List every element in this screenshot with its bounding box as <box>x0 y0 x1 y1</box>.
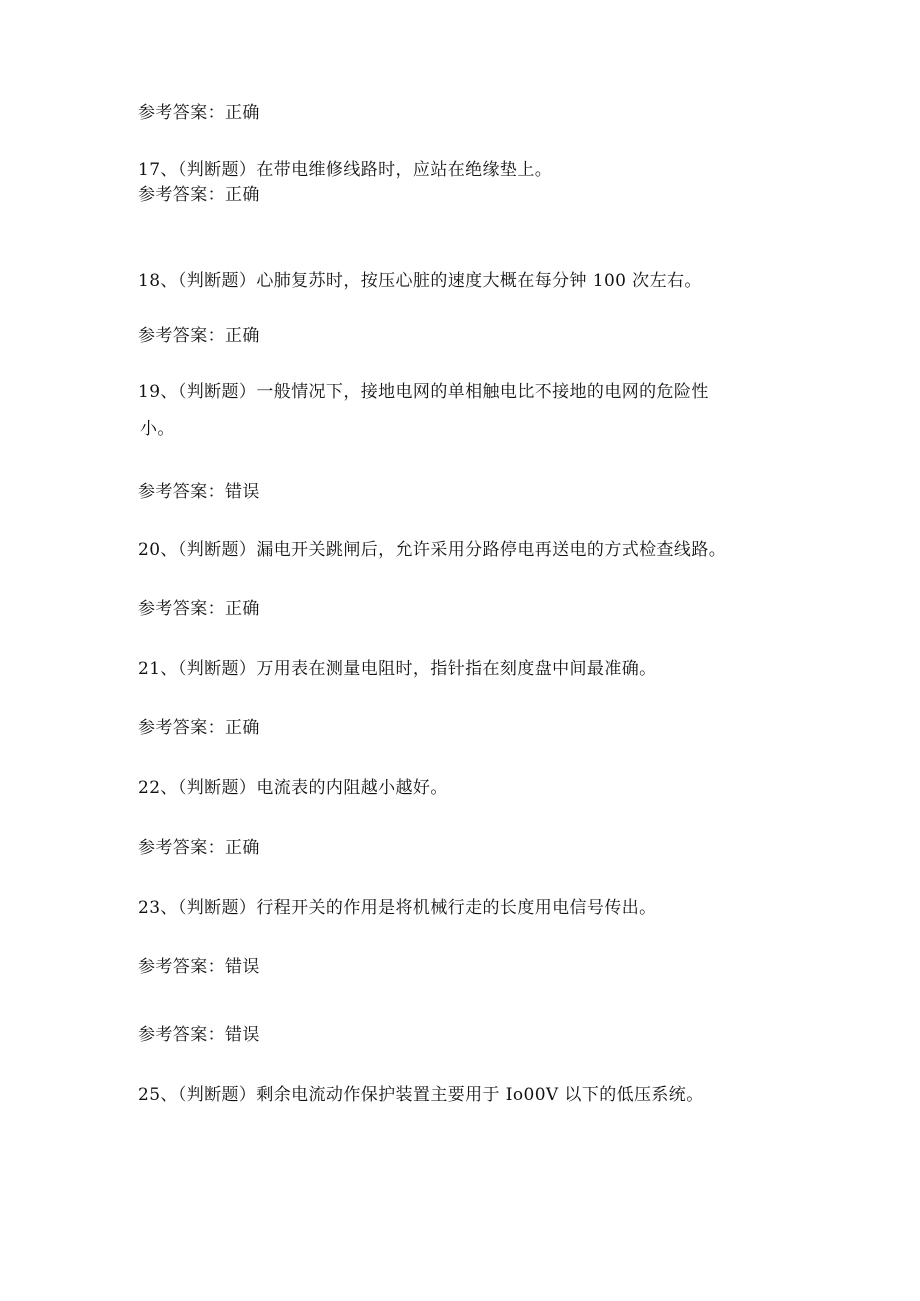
answer-line: 参考答案：正确 <box>138 838 260 858</box>
answer-line: 参考答案：正确 <box>138 326 260 346</box>
answer-line: 参考答案：正确 <box>138 103 260 123</box>
question-19-continuation: 小。 <box>140 419 175 439</box>
answer-line: 参考答案：错误 <box>138 957 260 977</box>
question-18: 18、（判断题）心肺复苏时，按压心脏的速度大概在每分钟 100 次左右。 <box>138 271 702 291</box>
question-25: 25、（判断题）剩余电流动作保护装置主要用于 Io00V 以下的低压系统。 <box>138 1085 704 1105</box>
question-23: 23、（判断题）行程开关的作用是将机械行走的长度用电信号传出。 <box>138 898 657 918</box>
question-19: 19、（判断题）一般情况下，接地电网的单相触电比不接地的电网的危险性 <box>138 382 709 402</box>
answer-line: 参考答案：正确 <box>138 185 260 205</box>
question-21: 21、（判断题）万用表在测量电阻时，指针指在刻度盘中间最准确。 <box>138 659 657 679</box>
answer-line: 参考答案：错误 <box>138 1025 260 1045</box>
answer-line: 参考答案：正确 <box>138 599 260 619</box>
question-17: 17、（判断题）在带电维修线路时，应站在绝缘垫上。 <box>138 160 553 180</box>
answer-line: 参考答案：错误 <box>138 482 260 502</box>
question-22: 22、（判断题）电流表的内阻越小越好。 <box>138 778 448 798</box>
question-20: 20、（判断题）漏电开关跳闸后，允许采用分路停电再送电的方式检查线路。 <box>138 540 727 560</box>
answer-line: 参考答案：正确 <box>138 718 260 738</box>
